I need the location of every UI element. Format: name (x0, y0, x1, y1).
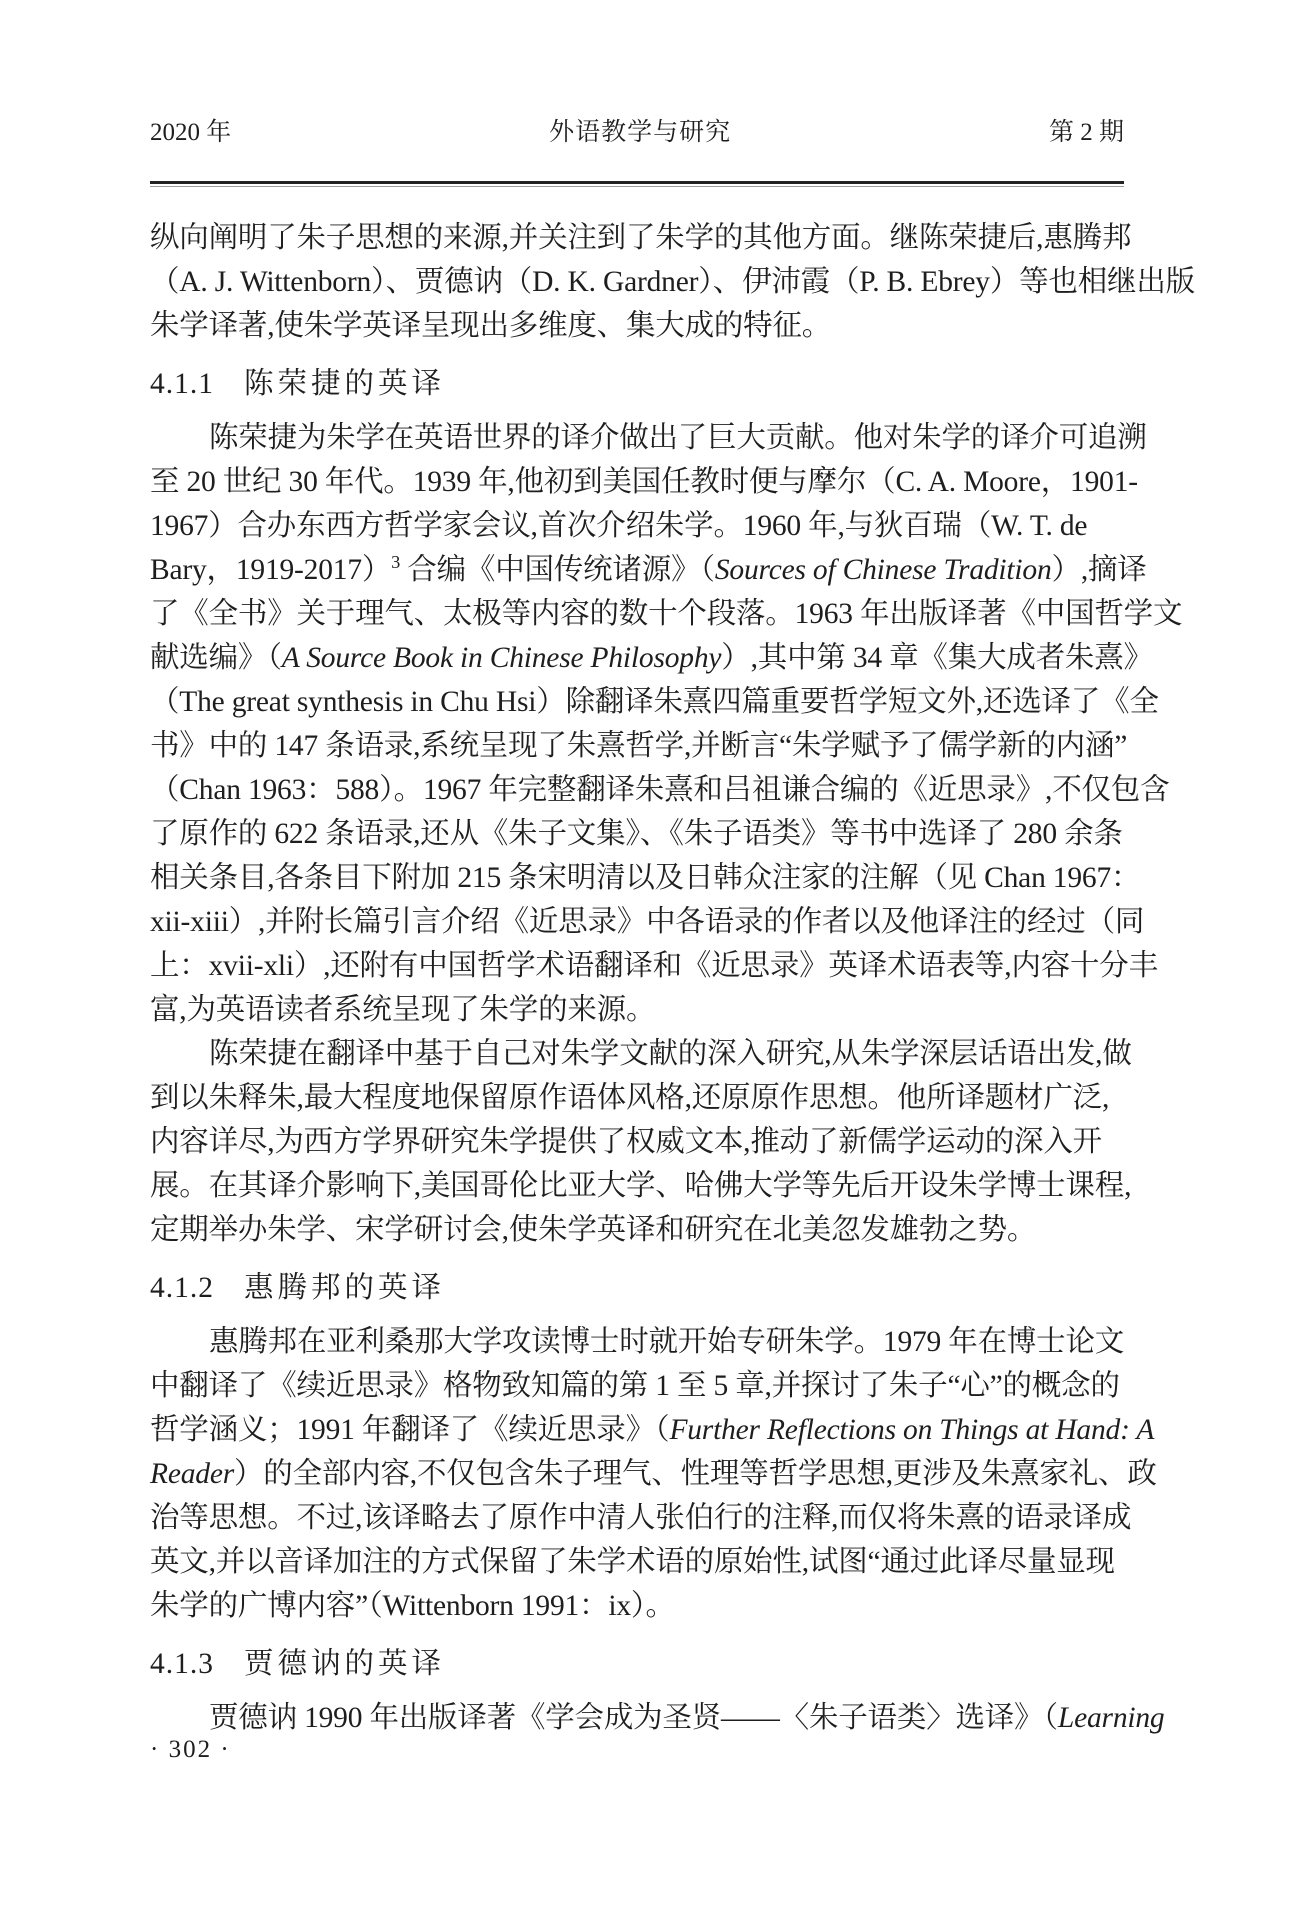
text-segment: 富,为英语读者系统呈现了朱学的来源。 (150, 994, 656, 1026)
text-segment: ）,其中第 34 章《集大成者朱熹》 (721, 642, 1153, 674)
text-line (150, 1032, 1130, 1076)
header-journal-title: 外语教学与研究 (549, 119, 732, 146)
text-segment: 定期举办朱学、宋学研讨会,使朱学英译和研究在北美忽发雄勃之势。 (150, 1214, 1037, 1246)
text-line (150, 1364, 1130, 1408)
text-line (150, 460, 1138, 504)
text-segment: （The great synthesis in Chu Hsi）除翻译朱熹四篇重要哲学短文外,还选译了《全 (150, 686, 1159, 718)
header-issue: 第 2 期 (1048, 119, 1124, 146)
text-segment: 1967）合办东西方哲学家会议,首次介绍朱学。1960 年,与狄百瑞（W. T. de (150, 510, 1088, 542)
text-segment: 上：xvii-xli）,还附有中国哲学术语翻译和《近思录》英译术语表等,内容十分丰 (150, 950, 1158, 982)
text-line (150, 1076, 1130, 1120)
text-segment: 治等思想。不过,该译略去了原作中清人张伯行的注释,而仅将朱熹的语录译成 (150, 1502, 1132, 1534)
paragraph (150, 416, 1183, 1032)
text-line (150, 856, 1141, 900)
text-line (150, 988, 1130, 1032)
section-number: 4.1.3 (150, 1648, 214, 1680)
text-line (150, 724, 1130, 768)
text-line (150, 416, 1147, 460)
text-line (150, 216, 1130, 260)
text-segment: 内容详尽,为西方学界研究朱学提供了权威文本,推动了新儒学运动的深入开 (150, 1126, 1102, 1158)
paragraph (150, 1320, 1157, 1628)
text-line (150, 1452, 1157, 1496)
text-segment: Reader (150, 1458, 234, 1490)
text-segment: 中翻译了《续近思录》格物致知篇的第 1 至 5 章,并探讨了朱子“心”的概念的 (150, 1370, 1120, 1402)
running-header (150, 112, 1124, 148)
text-line (150, 260, 1195, 304)
text-segment: ）的全部内容,不仅包含朱子理气、性理等哲学思想,更涉及朱熹家礼、政 (234, 1458, 1157, 1490)
page-number: · 302 · (150, 1736, 231, 1763)
text-line (150, 900, 1145, 944)
text-line (150, 1408, 1155, 1452)
text-segment: 相关条目,各条目下附加 215 条宋明清以及日韩众注家的注解（见 Chan 1967： (150, 862, 1141, 894)
text-segment: （Chan 1963：588）。1967 年完整翻译朱熹和吕祖谦合编的《近思录》,不仅包含 (150, 774, 1170, 806)
text-line (150, 504, 1130, 548)
text-line (150, 1320, 1130, 1364)
text-line (150, 944, 1158, 988)
text-segment: 书》中的 147 条语录,系统呈现了朱熹哲学,并断言“朱学赋予了儒学新的内涵” (150, 730, 1128, 762)
section-title: 陈荣捷的英译 (244, 368, 446, 400)
text-segment: （A. J. Wittenborn）、贾德讷（D. K. Gardner）、伊沛霞（P. B. Ebrey）等也相继出版 (150, 266, 1195, 298)
text-segment: 纵向阐明了朱子思想的来源,并关注到了朱学的其他方面。继陈荣捷后,惠腾邦 (150, 222, 1132, 254)
text-segment: 3 (391, 552, 401, 573)
text-segment: 陈荣捷在翻译中基于自己对朱学文献的深入研究,从朱学深层话语出发,做 (209, 1038, 1132, 1070)
paragraph (150, 1032, 1130, 1252)
text-line (150, 548, 1147, 592)
section-title: 贾德讷的英译 (244, 1648, 446, 1680)
text-segment: 献选编》（ (150, 642, 282, 674)
text-segment: ）,摘译 (1051, 554, 1147, 586)
text-line (150, 1496, 1130, 1540)
text-segment: 了原作的 622 条语录,还从《朱子文集》、《朱子语类》等书中选译了 280 余条 (150, 818, 1123, 850)
text-segment: 朱学的广博内容”（Wittenborn 1991：ix）。 (150, 1590, 675, 1622)
text-segment: Learning (1057, 1702, 1165, 1734)
text-line (150, 1584, 1130, 1628)
text-segment: 到以朱释朱,最大程度地保留原作语体风格,还原原作思想。他所译题材广泛, (150, 1082, 1110, 1114)
article-body (150, 216, 1195, 1740)
section-number: 4.1.2 (150, 1272, 214, 1304)
text-segment: 惠腾邦在亚利桑那大学攻读博士时就开始专研朱学。1979 年在博士论文 (209, 1326, 1125, 1358)
text-segment: 英文,并以音译加注的方式保留了朱学术语的原始性,试图“通过此译尽量显现 (150, 1546, 1115, 1578)
text-segment: 陈荣捷为朱学在英语世界的译介做出了巨大贡献。他对朱学的译介可追溯 (209, 422, 1147, 454)
text-segment: 贾德讷 1990 年出版译著《学会成为圣贤——〈朱子语类〉选译》（ (209, 1702, 1058, 1734)
text-line (150, 1120, 1130, 1164)
section-heading (150, 1642, 1130, 1686)
text-segment: 展。在其译介影响下,美国哥伦比亚大学、哈佛大学等先后开设朱学博士课程, (150, 1170, 1132, 1202)
paragraph (150, 1696, 1165, 1740)
text-line (150, 1208, 1130, 1252)
paragraph (150, 216, 1195, 348)
text-segment: Sources of Chinese Tradition (714, 554, 1052, 586)
text-segment: xii-xiii）,并附长篇引言介绍《近思录》中各语录的作者以及他译注的经过（同 (150, 906, 1145, 938)
section-title: 惠腾邦的英译 (244, 1272, 446, 1304)
section-heading (150, 1266, 1130, 1310)
text-line (150, 592, 1183, 636)
section-number: 4.1.1 (150, 368, 214, 400)
text-line (150, 1540, 1130, 1584)
text-line (150, 768, 1170, 812)
text-segment: 合编《中国传统诸源》（ (400, 554, 715, 586)
header-rule (150, 181, 1124, 187)
text-segment: 朱学译著,使朱学英译呈现出多维度、集大成的特征。 (150, 310, 832, 342)
text-line (150, 812, 1130, 856)
text-segment: A Source Book in Chinese Philosophy (281, 642, 722, 674)
text-segment: Further Reflections on Things at Hand: A (669, 1414, 1155, 1446)
header-year: 2020 年 (150, 119, 232, 146)
text-line (150, 680, 1159, 724)
text-line (150, 1696, 1165, 1740)
text-segment: Bary，1919-2017） (150, 554, 392, 586)
text-segment: 哲学涵义；1991 年翻译了《续近思录》（ (150, 1414, 670, 1446)
text-segment: 了《全书》关于理气、太极等内容的数十个段落。1963 年出版译著《中国哲学文 (150, 598, 1183, 630)
text-segment: 至 20 世纪 30 年代。1939 年,他初到美国任教时便与摩尔（C. A. Moore，1901- (150, 466, 1138, 498)
text-line (150, 1164, 1130, 1208)
section-heading (150, 362, 1130, 406)
text-line (150, 636, 1153, 680)
text-line (150, 304, 1130, 348)
